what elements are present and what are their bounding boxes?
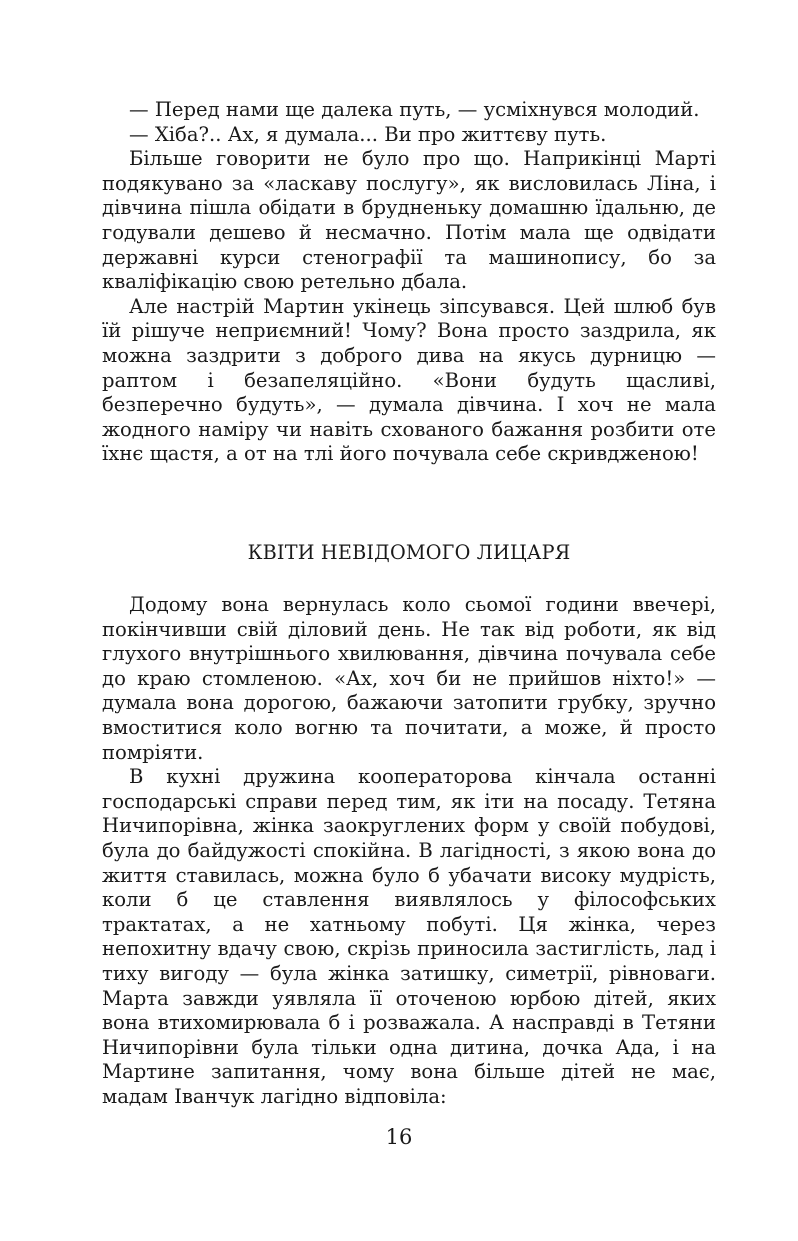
text-block-top bbox=[102, 98, 716, 467]
paragraph: Додому вона вернулась коло сьомої години ввечері, покінчивши свій діловий день. Не так від роботи, як від глухого внутрішнього хвилювання, дівчина почувала себе до краю стомленою. «Ах, хоч би не прийшов ніхто!» — думала вона дорогою, бажаючи затопити грубку, зручно вмоститися коло вогню та почитати, а може, й просто помріяти. bbox=[102, 593, 716, 764]
text-block-bottom bbox=[102, 593, 716, 1109]
paragraph: — Перед нами ще далека путь, — усміхнувся молодий. bbox=[129, 98, 700, 121]
chapter-title: КВІТИ НЕВІДОМОГО ЛИЦАРЯ bbox=[247, 541, 571, 564]
page-number: 16 bbox=[385, 1125, 413, 1149]
paragraph: В кухні дружина кооператорова кінчала останні господарські справи перед тим, як іти на посаду. Тетяна Ничипорівна, жінка заокруглених форм у своїй побудові, була до байдужості спокійна. В лагідності, з якою вона до життя ставилась, можна було б убачати високу мудрість, коли б це ставлення виявлялось у філософських трактатах, а не хатньому побуті. Ця жінка, через непохитну вдачу свою, скрізь приносила застиглість, лад і тиху вигоду — була жінка затишку, симетрії, рівноваги. Марта завжди уявляла її оточеною юрбою дітей, яких вона втихомирювала б і розважала. А насправді в Тетяни Ничипорівни була тільки одна дитина, дочка Ада, і на Мартине запитання, чому вона більше дітей не має, мадам Іванчук лагідно відповіла: bbox=[102, 765, 716, 1108]
paragraph: Але настрій Мартин укінець зіпсувався. Цей шлюб був їй рішуче неприємний! Чому? Вона просто заздрила, як можна заздрити з доброго дива на якусь дурницю — раптом і безапеляційно. «Вони будуть щасливі, безперечно будуть», — думала дівчина. І хоч не мала жодного наміру чи навіть схованого бажання розбити оте їхнє щастя, а от на тлі його почувала себе скривдженою! bbox=[102, 294, 716, 466]
paragraph: Більше говорити не було про що. Наприкінці Марті подякувано за «ласкаву послугу», як висловилась Ліна, і дівчина пішла обідати в брудненьку домашню їдальню, де годували дешево й несмачно. Потім мала ще одвідати державні курси стенографії та машинопису, бо за кваліфікацію свою ретельно дбала. bbox=[102, 147, 716, 294]
paragraph: — Хіба?.. Ах, я думала... Ви про життєву путь. bbox=[129, 122, 607, 146]
